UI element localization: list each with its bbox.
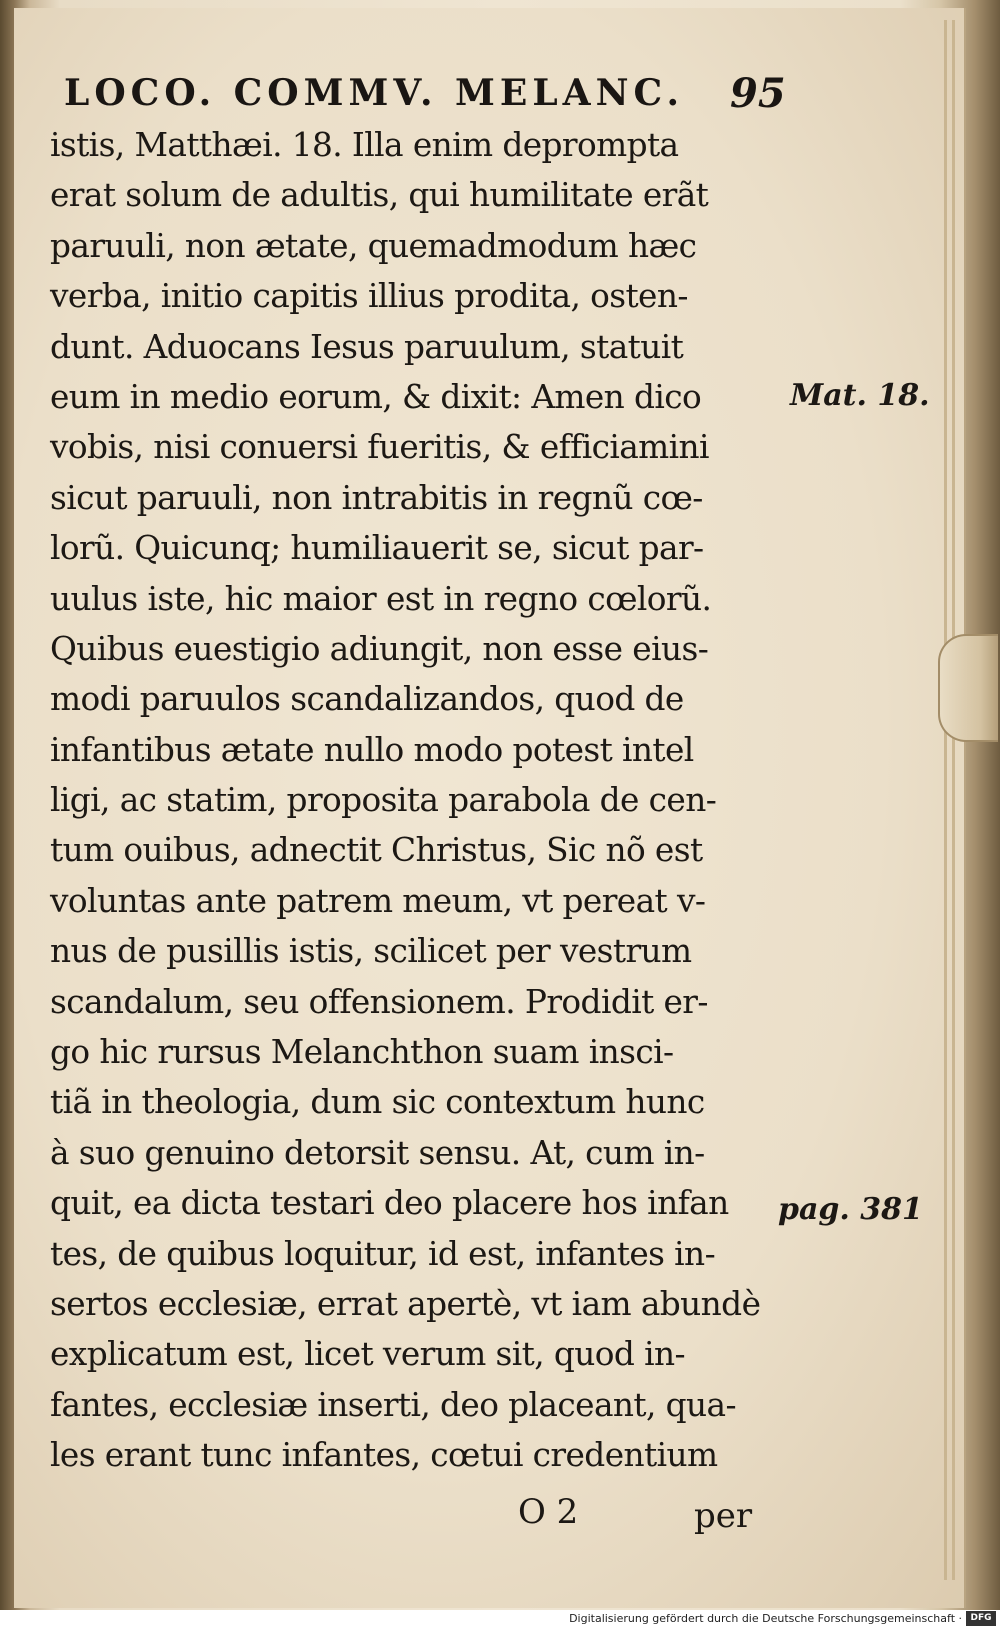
page-edge-line	[952, 20, 955, 1580]
text-line: nus de pusillis istis, scilicet per vestrum	[50, 931, 692, 971]
text-line: dunt. Aduocans Iesus paruulum, statuit	[50, 326, 684, 366]
text-line: eum in medio eorum, & dixit: Amen dico	[50, 376, 702, 416]
text-line: erat solum de adultis, qui humilitate erãt	[50, 175, 709, 215]
text-line: les erant tunc infantes, cœtui credentium	[50, 1435, 718, 1475]
text-line: vobis, nisi conuersi fueritis, & efficiamini	[50, 427, 709, 467]
dfg-logo: DFG	[966, 1611, 996, 1626]
text-line: infantibus ætate nullo modo potest intel	[50, 729, 694, 769]
text-line: sertos ecclesiæ, errat apertè, vt iam abundè	[50, 1283, 761, 1323]
text-line: istis, Matthæi. 18. Illa enim deprompta	[50, 125, 679, 164]
body-text	[50, 120, 790, 1481]
margin-note-pag381: pag. 381	[778, 1192, 923, 1227]
text-line: go hic rursus Melanchthon suam insci-	[50, 1032, 674, 1072]
book-clasp-tab	[938, 634, 998, 742]
margin-note-mat18: Mat. 18.	[790, 378, 930, 413]
text-line: voluntas ante patrem meum, vt pereat v-	[50, 880, 706, 920]
page-edge-line	[944, 20, 947, 1580]
digitization-credit: Digitalisierung gefördert durch die Deutsche Forschungsgemeinschaft ·	[569, 1612, 962, 1625]
text-line: explicatum est, licet verum sit, quod in-	[50, 1334, 686, 1374]
text-line: scandalum, seu offensionem. Prodidit er-	[50, 981, 708, 1021]
running-title: LOCO. COMMV. MELANC.	[64, 72, 685, 114]
text-line: lorũ. Quicunq; humiliauerit se, sicut par-	[50, 528, 704, 568]
text-line: tes, de quibus loquitur, id est, infantes in-	[50, 1233, 716, 1273]
text-line: quit, ea dicta testari deo placere hos infan	[50, 1183, 729, 1223]
text-line: ligi, ac statim, proposita parabola de cen-	[50, 780, 717, 820]
page-number: 95	[730, 70, 786, 117]
text-line: tum ouibus, adnectit Christus, Sic nõ est	[50, 830, 703, 870]
text-line: tiã in theologia, dum sic contextum hunc	[50, 1082, 705, 1122]
text-line: verba, initio capitis illius prodita, osten-	[50, 276, 688, 316]
text-line: uulus iste, hic maior est in regno cœlorũ.	[50, 578, 712, 618]
text-line: à suo genuino detorsit sensu. At, cum in-	[50, 1132, 705, 1172]
text-line: sicut paruuli, non intrabitis in regnũ cœ-	[50, 477, 703, 517]
signature-mark: O 2	[518, 1492, 579, 1532]
text-line: Quibus euestigio adiungit, non esse eius-	[50, 628, 709, 668]
text-line: paruuli, non ætate, quemadmodum hæc	[50, 225, 697, 265]
text-line: modi paruulos scandalizandos, quod de	[50, 679, 684, 719]
text-line: fantes, ecclesiæ inserti, deo placeant, qua-	[50, 1384, 736, 1424]
catchword: per	[694, 1496, 753, 1536]
